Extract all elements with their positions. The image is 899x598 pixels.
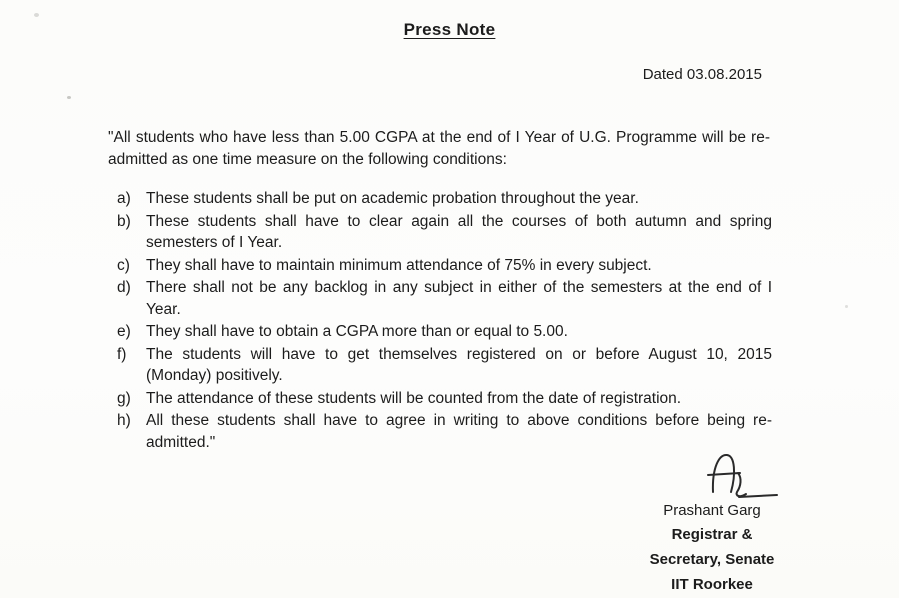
condition-item [117,344,772,387]
condition-label: d) [117,279,131,296]
condition-item [117,188,772,210]
condition-label: g) [117,389,131,407]
condition-label: b) [117,212,131,230]
condition-text: These students shall be put on academic probation throughout the year. [146,190,639,207]
condition-text: They shall have to maintain minimum attendance of 75% in every subject. [146,256,652,274]
condition-item [117,321,772,343]
signature-block [617,448,807,598]
signatory-designation-1: Registrar & [671,526,753,543]
condition-text: These students shall have to clear again all the courses of both autumn and spring semesters of I Year. [146,212,772,251]
condition-label: f) [117,345,127,363]
condition-label: c) [117,256,130,274]
condition-text: They shall have to obtain a CGPA more than or equal to 5.00. [146,323,568,340]
signatory-designation-2: Secretary, Senate [649,551,775,568]
condition-label: e) [117,323,131,340]
condition-text: The students will have to get themselves registered on or before August 10, 2015 (Monday) positively. [146,345,772,384]
scan-speck [67,96,71,99]
signatory-name: Prashant Garg [663,502,761,519]
title-wrap [0,0,899,40]
condition-text: All these students shall have to agree in writing to above conditions before being re-admitted." [146,412,772,451]
handwritten-signature [705,448,785,500]
scan-speck [34,13,39,17]
date-line: Dated 03.08.2015 [642,66,762,83]
scan-speck [845,305,848,308]
document-title: Press Note [403,20,496,39]
condition-item [117,410,772,453]
condition-label: a) [117,190,131,207]
condition-text: The attendance of these students will be counted from the date of registration. [146,389,682,407]
signatory-organization: IIT Roorkee [671,576,753,593]
condition-item [117,388,772,410]
condition-item [117,277,772,320]
conditions-list [117,188,772,453]
condition-text: There shall not be any backlog in any subject in either of the semesters at the end of I Year. [146,279,772,318]
condition-label: h) [117,412,131,429]
intro-paragraph: "All students who have less than 5.00 CGPA at the end of I Year of U.G. Programme will be re-admitted as one time measure on the following conditions: [108,129,770,168]
condition-item [117,211,772,254]
condition-item [117,255,772,277]
